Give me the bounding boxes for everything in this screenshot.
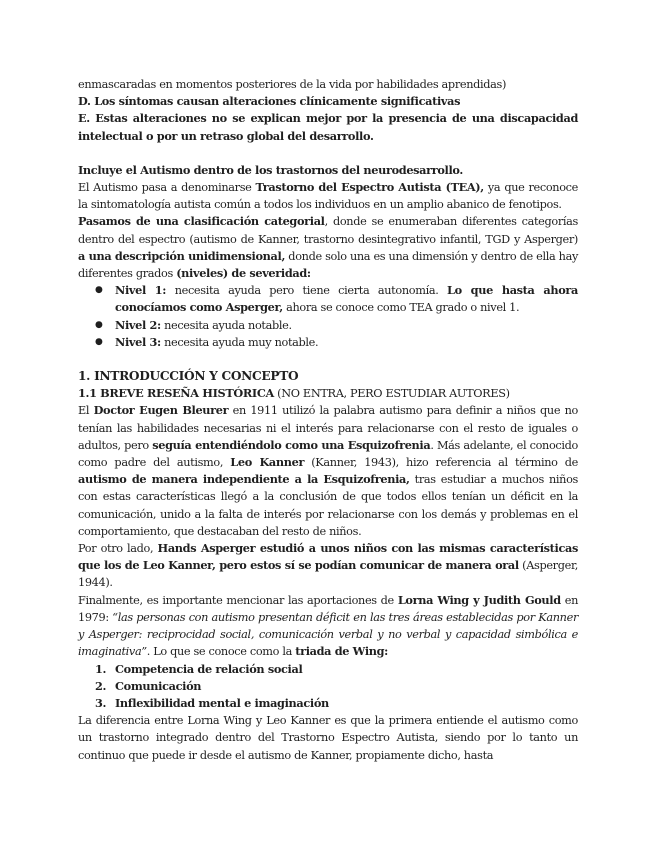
bullet-icon: ● xyxy=(95,319,103,330)
list-item: ● Nivel 1: necesita ayuda pero tiene cierta autonomía. Lo que hasta ahora conocíamos como Asperger, ahora se conoce como TEA grado o nivel 1. xyxy=(95,283,578,315)
wing-triad-list xyxy=(78,661,578,713)
criteria-c-continuation: enmascaradas en momentos posteriores de la vida por habilidades aprendidas) xyxy=(78,78,507,91)
criterion-e: E. Estas alteraciones no se explican mejor por la presencia de una discapacidad intelectual o por un retraso global del desarrollo. xyxy=(78,111,578,143)
difference-paragraph: La diferencia entre Lorna Wing y Leo Kanner es que la primera entiende el autismo como un trastorno integrado dentro del Trastorno Espectro Autista, siendo por lo tanto un continuo que puede ir desde el autismo de Kanner, propiamente dicho, hasta xyxy=(78,714,578,762)
list-item: ● Nivel 2: necesita ayuda notable. xyxy=(78,317,578,334)
neurodevelopment-heading: Incluye el Autismo dentro de los trastornos del neurodesarrollo. xyxy=(78,162,463,177)
classification-paragraph: Pasamos de una clasificación categorial, donde se enumeraban diferentes categorías dentro del espectro (autismo de Kanner, trastorno desintegrativo infantil, TGD y Asperger) a una descripción unidimensional, donde solo una es una dimensión y dentro de ella hay diferentes grados (niveles) de severidad: xyxy=(78,214,578,281)
list-item: 2. Comunicación xyxy=(95,678,202,693)
section-title: 1. INTRODUCCIÓN Y CONCEPTO xyxy=(78,369,299,384)
page-content xyxy=(78,76,578,764)
bullet-icon: ● xyxy=(95,336,103,347)
list-item: 1. Competencia de relación social xyxy=(95,661,303,676)
history-paragraph: El Doctor Eugen Bleurer en 1911 utilizó la palabra autismo para definir a niños que no tenían las habilidades necesarias ni el interés para relacionarse con el resto de iguales o adultos, pero seguía entendiéndolo como una Esquizofrenia. Más adelante, el conocido como padre del autismo, Leo Kanner (Kanner, 1943), hizo referencia al término de autismo de manera independiente a la Esquizofrenia, tras estudiar a muchos niños con estas características llegó a la conclusión de que todos ellos tenían un déficit en la comunicación, unido a la falta de interés por relacionarse con los demás y problemas en el comportamiento, que destacaban del resto de niños. xyxy=(78,403,578,538)
tea-paragraph: El Autismo pasa a denominarse Trastorno del Espectro Autista (TEA), ya que reconoce la sintomatología autista común a todos los individuos en un amplio abanico de fenotipos. xyxy=(78,180,578,212)
subsection-title: 1.1 BREVE RESEÑA HISTÓRICA (NO ENTRA, PERO ESTUDIAR AUTORES) xyxy=(78,386,510,401)
list-item: ● Nivel 3: necesita ayuda muy notable. xyxy=(78,334,578,351)
list-item: 3. Inflexibilidad mental e imaginación xyxy=(95,695,329,710)
wing-paragraph: Finalmente, es importante mencionar las aportaciones de Lorna Wing y Judith Gould en 1979: “las personas con autismo presentan déficit en las tres áreas establecidas por Kanner y Asperger: reciprocidad social, comunicación verbal y no verbal y capacidad simbólica e imaginativa”. Lo que se conoce como la triada de Wing: xyxy=(78,592,578,659)
severity-levels-list xyxy=(78,282,578,351)
asperger-paragraph: Por otro lado, Hands Asperger estudió a unos niños con las mismas características que los de Leo Kanner, pero estos sí se podían comunicar de manera oral (Asperger, 1944). xyxy=(78,541,579,590)
criterion-d: D. Los síntomas causan alteraciones clínicamente significativas xyxy=(78,94,461,109)
bullet-icon: ● xyxy=(95,285,103,296)
